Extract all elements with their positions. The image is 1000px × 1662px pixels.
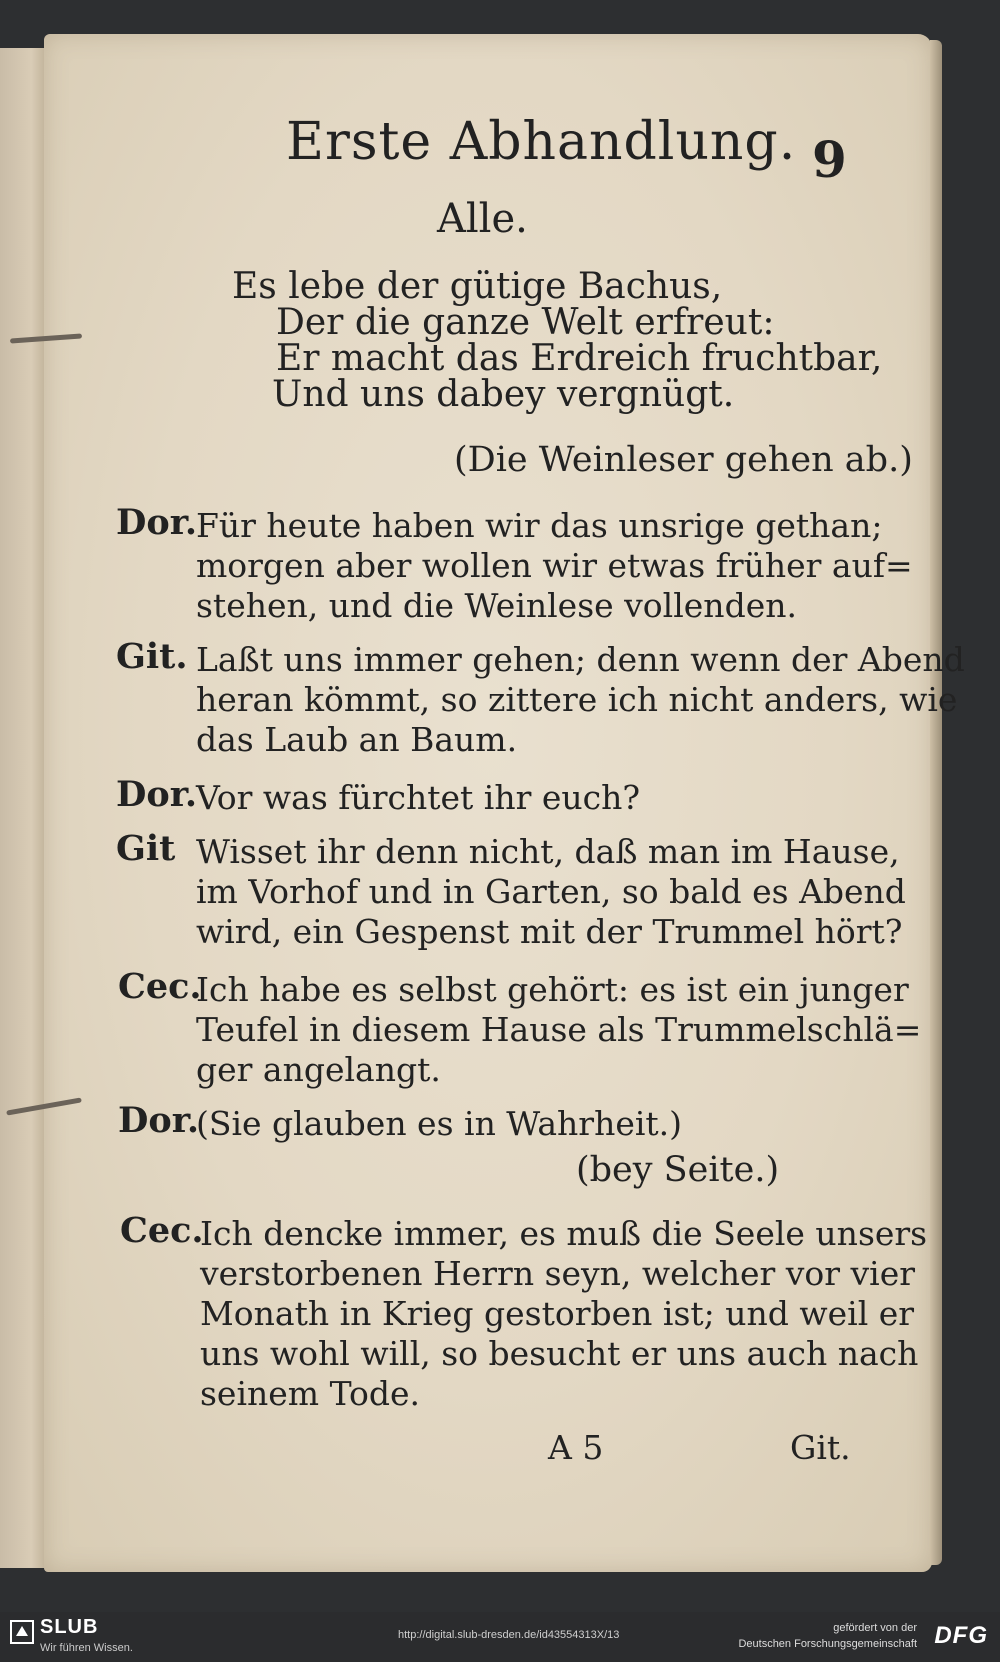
permalink-url[interactable]: http://digital.slub-dresden.de/id43554313X/13 bbox=[398, 1629, 620, 1641]
dialogue-line: Für heute haben wir das unsrige gethan; bbox=[196, 506, 883, 545]
funding-note-line1: gefördert von der bbox=[833, 1622, 917, 1634]
dialogue-line: seinem Tode. bbox=[200, 1374, 421, 1413]
dialogue-line: im Vorhof und in Garten, so bald es Abend bbox=[196, 872, 906, 911]
speaker-label: Cec. bbox=[118, 966, 202, 1007]
dialogue-line: Ich habe es selbst gehört: es ist ein junger bbox=[196, 970, 909, 1009]
dialogue-line: morgen aber wollen wir etwas früher auf= bbox=[196, 546, 913, 585]
verse-line: Der die ganze Welt erfreut: bbox=[276, 302, 775, 343]
dialogue-line: Teufel in diesem Hause als Trummelschlä= bbox=[196, 1010, 922, 1049]
slub-logo-icon[interactable] bbox=[10, 1620, 34, 1644]
verse-line: Und uns dabey vergnügt. bbox=[272, 374, 735, 415]
speaker-label: Git. bbox=[116, 636, 188, 677]
catchword: Git. bbox=[790, 1428, 851, 1467]
verse-line: Er macht das Erdreich fruchtbar, bbox=[276, 338, 883, 379]
stage-direction-aside: (bey Seite.) bbox=[576, 1150, 780, 1190]
library-name[interactable]: SLUB bbox=[40, 1616, 99, 1638]
signature-mark: A 5 bbox=[548, 1428, 604, 1467]
dialogue-line: heran kömmt, so zittere ich nicht anders, wie bbox=[196, 680, 958, 719]
speaker-label: Dor. bbox=[118, 1100, 200, 1141]
speaker-label: Git bbox=[116, 828, 176, 869]
speaker-label: Cec. bbox=[120, 1210, 204, 1251]
dialogue-line: (Sie glauben es in Wahrheit.) bbox=[196, 1104, 683, 1143]
dialogue-line: stehen, und die Weinlese vollenden. bbox=[196, 586, 797, 625]
dfg-logo[interactable]: DFG bbox=[934, 1622, 988, 1649]
speaker-label: Dor. bbox=[116, 774, 198, 815]
page-number: 9 bbox=[812, 130, 847, 189]
dialogue-line: Wisset ihr denn nicht, daß man im Hause, bbox=[196, 832, 900, 871]
dialogue-line: Vor was fürchtet ihr euch? bbox=[196, 778, 641, 817]
verse-line: Es lebe der gütige Bachus, bbox=[232, 266, 723, 307]
running-header: Erste Abhandlung. bbox=[286, 112, 797, 172]
dialogue-line: Laßt uns immer gehen; denn wenn der Abend bbox=[196, 640, 965, 679]
stage-direction: (Die Weinleser gehen ab.) bbox=[454, 440, 913, 480]
dialogue-line: Monath in Krieg gestorben ist; und weil er bbox=[200, 1294, 915, 1333]
dialogue-line: ger angelangt. bbox=[196, 1050, 441, 1089]
dialogue-line: wird, ein Gespenst mit der Trummel hört? bbox=[196, 912, 903, 951]
dialogue-line: uns wohl will, so besucht er uns auch nach bbox=[200, 1334, 919, 1373]
dialogue-line: das Laub an Baum. bbox=[196, 720, 518, 759]
speaker-label: Dor. bbox=[116, 502, 198, 543]
funding-note-line2: Deutschen Forschungsgemeinschaft bbox=[738, 1638, 917, 1650]
viewer-footer-bar bbox=[0, 1612, 1000, 1662]
page-edge-shadow bbox=[930, 40, 942, 1565]
dialogue-line: verstorbenen Herrn seyn, welcher vor vier bbox=[200, 1254, 916, 1293]
speaker-heading-all: Alle. bbox=[437, 196, 528, 242]
dialogue-line: Ich dencke immer, es muß die Seele unsers bbox=[200, 1214, 928, 1253]
library-tagline: Wir führen Wissen. bbox=[40, 1642, 133, 1654]
